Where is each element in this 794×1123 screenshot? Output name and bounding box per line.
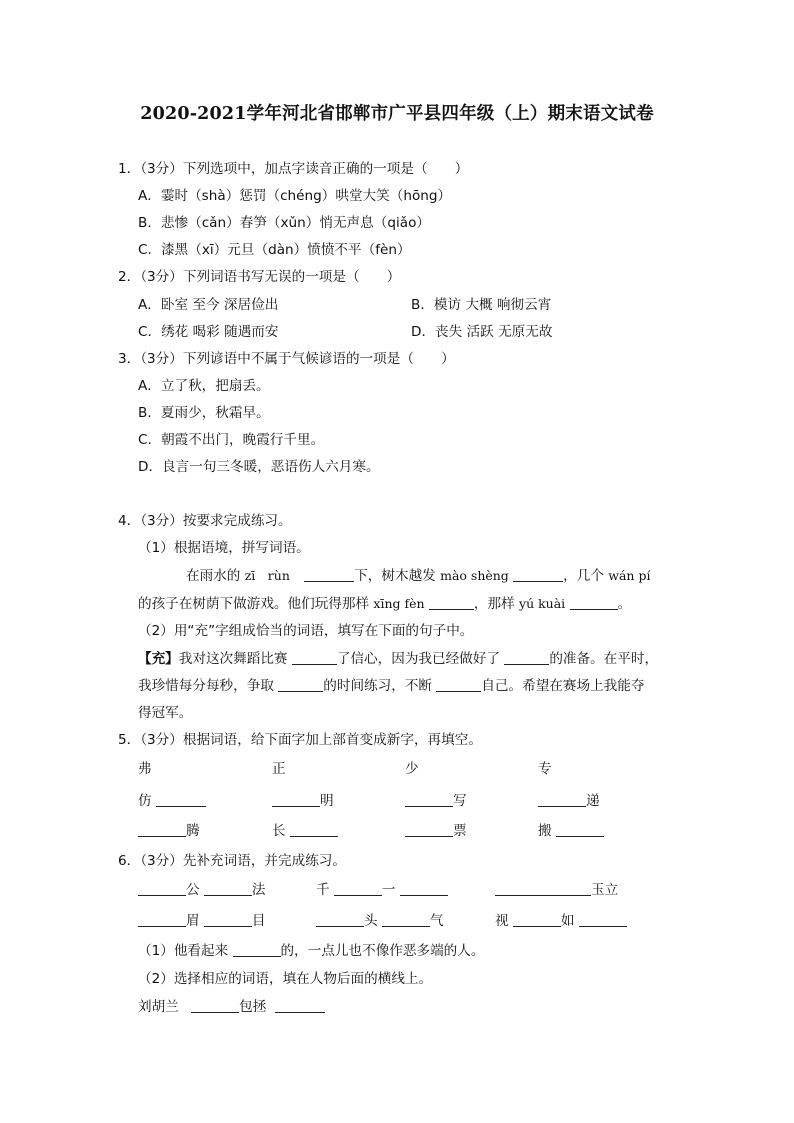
question-6-names: 刘胡兰 包拯 xyxy=(138,998,325,1016)
q5-blank-2[interactable] xyxy=(272,793,320,807)
blank-maosheng[interactable] xyxy=(513,568,563,582)
pinyin-yukuai: yú kuài xyxy=(519,596,566,611)
q5-char-4: 专 xyxy=(538,761,552,777)
q5-row2-item-2: 长 xyxy=(272,822,338,840)
blank-zirun[interactable] xyxy=(304,568,354,582)
question-4-sentence-line-2: 我珍惜每分每秒，争取 的时间练习，不断 自己。希望在赛场上我能夺 xyxy=(138,678,645,694)
blank-chong-1[interactable] xyxy=(292,651,337,665)
q6-blank-2[interactable] xyxy=(204,882,252,896)
pinyin-xingfen: xīng fèn xyxy=(373,596,425,611)
q5-blank-8[interactable] xyxy=(556,823,604,837)
q5-row1-item-4: 递 xyxy=(538,792,600,810)
question-4-sentence-line-1: 【充】我对这次舞蹈比赛 了信心，因为我已经做好了 的准备。在平时， xyxy=(138,651,659,667)
q6-idiom-3: 玉立 xyxy=(495,881,618,899)
question-1-option-a: A．霎时（shà）惩罚（chéng）哄堂大笑（hōng） xyxy=(138,188,452,204)
q5-char-2: 正 xyxy=(272,761,286,777)
blank-chong-4[interactable] xyxy=(436,678,481,692)
q5-row2-item-4: 搬 xyxy=(538,822,604,840)
question-4-stem: 4．（3分）按要求完成练习。 xyxy=(118,513,292,529)
question-1-stem: 1．（3分）下列选项中，加点字读音正确的一项是（ ） xyxy=(118,161,469,177)
q6-blank-12[interactable] xyxy=(233,943,281,957)
q6-blank-3[interactable] xyxy=(334,882,382,896)
question-2-option-c: C．绣花 喝彩 随遇而安 xyxy=(138,324,279,340)
q6-blank-1[interactable] xyxy=(138,882,186,896)
q5-row2-item-1: 腾 xyxy=(138,822,200,840)
question-5-stem: 5．（3分）根据词语，给下面字加上部首变成新字，再填空。 xyxy=(118,732,482,748)
blank-xingfen[interactable] xyxy=(429,596,474,610)
question-4-sub-2: （2）用“充”字组成恰当的词语，填写在下面的句子中。 xyxy=(138,623,474,639)
question-6-sub-1: （1）他看起来 的，一点儿也不像作恶多端的人。 xyxy=(138,943,485,959)
q6-idiom-5: 头 气 xyxy=(316,912,444,930)
question-6-stem: 6．（3分）先补充词语，并完成练习。 xyxy=(118,853,346,869)
q6-blank-6[interactable] xyxy=(138,913,186,927)
question-4-sub-1: （1）根据语境，拼写词语。 xyxy=(138,540,310,556)
q6-blank-11[interactable] xyxy=(579,913,627,927)
question-6-sub-2: （2）选择相应的词语，填在人物后面的横线上。 xyxy=(138,971,433,987)
question-2-option-a: A．卧室 至今 深居俭出 xyxy=(138,297,279,313)
q5-blank-7[interactable] xyxy=(405,823,453,837)
blank-yukuai[interactable] xyxy=(570,596,618,610)
q5-char-1: 弗 xyxy=(138,761,152,777)
blank-chong-2[interactable] xyxy=(504,651,549,665)
q6-idiom-4: 眉 目 xyxy=(138,912,266,930)
q5-row1-item-1: 仿 xyxy=(138,792,206,810)
q6-blank-4[interactable] xyxy=(400,882,448,896)
question-3-option-d: D．良言一句三冬暖，恶语伤人六月寒。 xyxy=(138,459,380,475)
question-2-option-b: B．模访 大概 响彻云宵 xyxy=(411,297,552,313)
q6-idiom-6: 视 如 xyxy=(495,912,627,930)
q6-idiom-1: 公 法 xyxy=(138,881,266,899)
q5-blank-3[interactable] xyxy=(405,793,453,807)
q6-blank-7[interactable] xyxy=(204,913,252,927)
question-4-passage-line-1: 在雨水的 zī rùn 下，树木越发 mào shèng ，几个 wán pí xyxy=(186,568,651,584)
q5-blank-6[interactable] xyxy=(290,823,338,837)
pinyin-maosheng: mào shèng xyxy=(440,568,509,583)
question-1-option-c: C．漆黑（xī）元旦（dàn）愤愤不平（fèn） xyxy=(138,242,411,258)
pinyin-wanpi: wán pí xyxy=(608,568,651,583)
q6-blank-8[interactable] xyxy=(316,913,364,927)
q6-blank-14[interactable] xyxy=(275,999,325,1013)
question-4-sentence-line-3: 得冠军。 xyxy=(138,705,193,721)
question-3-option-b: B．夏雨少，秋霜早。 xyxy=(138,405,270,421)
q5-row1-item-3: 写 xyxy=(405,792,467,810)
q5-blank-1[interactable] xyxy=(156,793,206,807)
blank-chong-3[interactable] xyxy=(278,678,323,692)
q5-row2-item-3: 票 xyxy=(405,822,467,840)
exam-title: 2020-2021学年河北省邯郸市广平县四年级（上）期末语文试卷 xyxy=(140,104,654,124)
question-3-option-c: C．朝霞不出门，晚霞行千里。 xyxy=(138,432,325,448)
q5-char-3: 少 xyxy=(405,761,419,777)
question-2-stem: 2．（3分）下列词语书写无误的一项是（ ） xyxy=(118,269,401,285)
chong-tag: 【充】 xyxy=(138,651,179,667)
q5-row1-item-2: 明 xyxy=(272,792,334,810)
question-4-passage-line-2: 的孩子在树荫下做游戏。他们玩得那样 xīng fèn ，那样 yú kuài 。 xyxy=(138,596,632,612)
question-2-option-d: D．丧失 活跃 无原无故 xyxy=(411,324,553,340)
q5-blank-4[interactable] xyxy=(538,793,586,807)
q6-blank-13[interactable] xyxy=(191,999,239,1013)
q6-blank-5[interactable] xyxy=(495,882,591,896)
pinyin-zirun: zī rùn xyxy=(244,568,290,583)
question-3-stem: 3．（3分）下列谚语中不属于气候谚语的一项是（ ） xyxy=(118,351,455,367)
q5-blank-5[interactable] xyxy=(138,823,186,837)
question-1-option-b: B．悲惨（cǎn）春笋（xǔn）悄无声息（qiǎo） xyxy=(138,215,430,231)
question-3-option-a: A．立了秋，把扇丢。 xyxy=(138,378,270,394)
q6-idiom-2: 千 一 xyxy=(316,881,448,899)
q6-blank-9[interactable] xyxy=(382,913,430,927)
q6-blank-10[interactable] xyxy=(513,913,561,927)
